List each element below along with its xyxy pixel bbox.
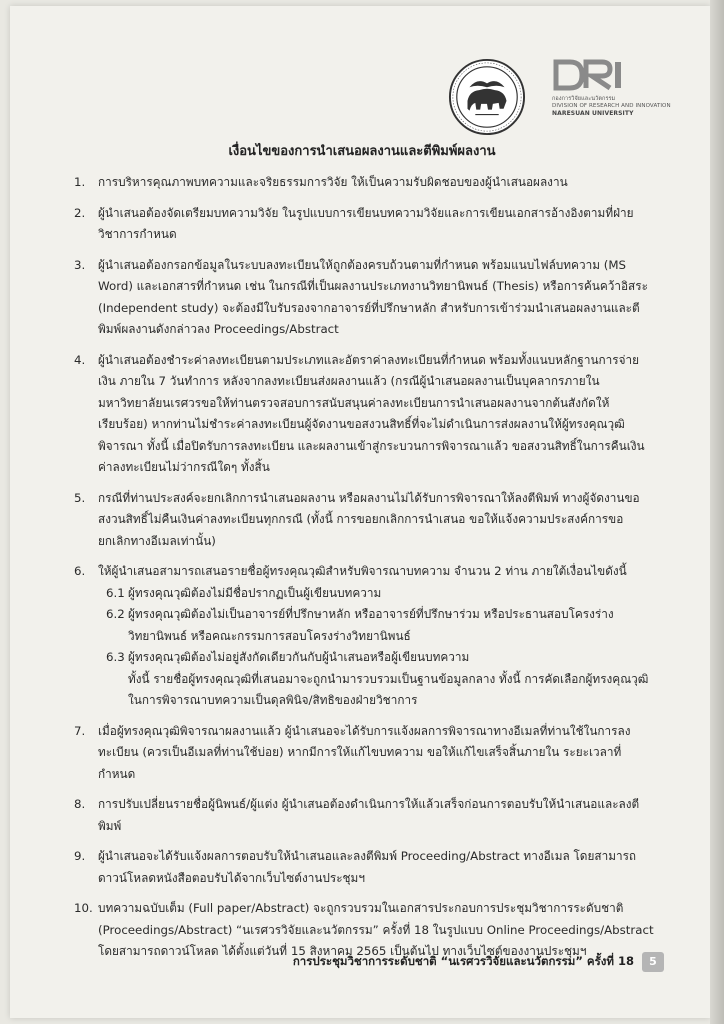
list-item-2 bbox=[74, 203, 654, 246]
item-text: เมื่อผู้ทรงคุณวุฒิพิจารณาผลงานแล้ว ผู้นำเสนอจะได้รับการแจ้งผลการพิจารณาทางอีเมลที่ท่านใช้ในการลงทะเบียน (ควรเป็นอีเมลที่ท่านใช้บ่อย) หากมีการให้แก้ไขบทความ ขอให้แก้ไขเสร็จสิ้นภายใน ระยะเวลาที่กำหนด bbox=[98, 723, 631, 781]
document-title: เงื่อนไขของการนำเสนอผลงานและตีพิมพ์ผลงาน bbox=[228, 144, 496, 159]
item-number: 5. bbox=[74, 490, 86, 505]
naresuan-university-seal-icon bbox=[448, 58, 526, 136]
item-text: ผู้นำเสนอจะได้รับแจ้งผลการตอบรับให้นำเสนอและลงตีพิมพ์ Proceeding/Abstract ทางอีเมล โดยสามารถดาวน์โหลดหนังสือตอบรับได้จากเว็บไซต์งานประชุมฯ bbox=[98, 849, 637, 885]
item-body bbox=[98, 561, 654, 712]
item-number: 7. bbox=[74, 723, 86, 738]
list-item-9 bbox=[74, 846, 654, 889]
item-number: 3. bbox=[74, 257, 86, 272]
page-number: 5 bbox=[642, 952, 664, 972]
item-text: การบริหารคุณภาพบทความและจริยธรรมการวิจัย ให้เป็นความรับผิดชอบของผู้นำเสนอผลงาน bbox=[98, 175, 568, 189]
item-text: ให้ผู้นำเสนอสามารถเสนอรายชื่อผู้ทรงคุณวุฒิสำหรับพิจารณาบทความ จำนวน 2 ท่าน ภายใต้เงื่อนไขดังนี้ bbox=[98, 564, 627, 578]
subitem-6-2 bbox=[106, 604, 654, 647]
item-text: ผู้นำเสนอต้องกรอกข้อมูลในระบบลงทะเบียนให้ถูกต้องครบถ้วนตามที่กำหนด พร้อมแนบไฟล์บทความ (MS Word) และเอกสารที่กำหนด เช่น ในกรณีที่เป็นผลงานประเภทงานวิทยานิพนธ์ (Thesis) หรือการค้นคว้าอิสระ (Independent study) จะต้องมีใบรับรองจากอาจารย์ที่ปรึกษาหลัก สำหรับการเข้าร่วมนำเสนอผลงานและตีพิมพ์ผลงานดังกล่าวลง Proceedings/Abstract bbox=[98, 257, 648, 336]
item-text: ผู้นำเสนอต้องจัดเตรียมบทความวิจัย ในรูปแบบการเขียนบทความวิจัยและการเขียนเอกสารอ้างอิงตามที่ฝ่ายวิชาการกำหนด bbox=[98, 205, 634, 241]
subitem-text: ผู้ทรงคุณวุฒิต้องไม่อยู่สังกัดเดียวกันกับผู้นำเสนอหรือผู้เขียนบทความ bbox=[128, 650, 470, 664]
item-number: 4. bbox=[74, 352, 86, 367]
list-item-8 bbox=[74, 794, 654, 837]
item-number: 2. bbox=[74, 205, 86, 220]
footer-conference-name: การประชุมวิชาการระดับชาติ “นเรศวรวิจัยและนวัตกรรม” ครั้งที่ 18 bbox=[292, 954, 634, 968]
list-item-3 bbox=[74, 255, 654, 341]
item-number: 10. bbox=[74, 901, 93, 915]
item-text: การปรับเปลี่ยนรายชื่อผู้นิพนธ์/ผู้แต่ง ผู้นำเสนอต้องดำเนินการให้แล้วเสร็จก่อนการตอบรับให้นำเสนอและลงตีพิมพ์ bbox=[98, 797, 640, 833]
dri-logo-icon bbox=[552, 58, 626, 92]
list-item-5 bbox=[74, 488, 654, 553]
subitem-number: 6.1 bbox=[106, 585, 125, 600]
page-footer bbox=[293, 952, 664, 972]
subitem-text: ผู้ทรงคุณวุฒิต้องไม่มีชื่อปรากฏเป็นผู้เขียนบทความ bbox=[128, 585, 382, 600]
conditions-list bbox=[74, 172, 654, 972]
list-item-4 bbox=[74, 350, 654, 479]
dri-name-en: DIVISION OF RESEARCH AND INNOVATION bbox=[552, 103, 671, 109]
dri-logo bbox=[552, 58, 672, 117]
item-text: บทความฉบับเต็ม (Full paper/Abstract) จะถูกรวบรวมในเอกสารประกอบการประชุมวิชาการระดับชาติ (Proceedings/Abstract) “นเรศวรวิจัยและนวัตกรรม” ครั้งที่ 18 ในรูปแบบ Online Proceedings/Abstract โดยสามารถดาวน์โหลด ได้ตั้งแต่วันที่ 15 สิงหาคม 2565 เป็นต้นไป ทางเว็บไซต์ของงานประชุมฯ bbox=[98, 901, 654, 958]
subitem-6-1 bbox=[106, 583, 654, 605]
subitem-6-3 bbox=[106, 647, 654, 669]
item-text: กรณีที่ท่านประสงค์จะยกเลิกการนำเสนอผลงาน หรือผลงานไม่ได้รับการพิจารณาให้ลงตีพิมพ์ ทางผู้จัดงานขอสงวนสิทธิ์ไม่คืนเงินค่าลงทะเบียนทุกกรณี (ทั้งนี้ การขอยกเลิกการนำเสนอ ขอให้แจ้งความประสงค์การขอยกเลิกทางอีเมลเท่านั้น) bbox=[98, 490, 640, 548]
item-number: 9. bbox=[74, 849, 86, 863]
subitem-number: 6.2 bbox=[106, 607, 125, 621]
university-name: NARESUAN UNIVERSITY bbox=[552, 110, 634, 117]
item-text: ผู้นำเสนอต้องชำระค่าลงทะเบียนตามประเภทและอัตราค่าลงทะเบียนที่กำหนด พร้อมทั้งแนบหลักฐานการจ่ายเงิน ภายใน 7 วันทำการ หลังจากลงทะเบียนส่งผลงานแล้ว (กรณีผู้นำเสนอผลงานเป็นบุคลากรภายในมหาวิทยาลัยนเรศวรขอให้ท่านตรวจสอบการสนับสนุนค่าลงทะเบียนการนำเสนอผลงานจากต้นสังกัดให้เรียบร้อย) หากท่านไม่ชำระค่าลงทะเบียนผู้จัดงานขอสงวนสิทธิ์ที่จะไม่ดำเนินการส่งผลงานให้ผู้ทรงคุณวุฒิพิจารณา ทั้งนี้ เมื่อปิดรับการลงทะเบียน และผลงานเข้าสู่กระบวนการพิจารณาแล้ว ขอสงวนสิทธิ์ในการคืนเงินค่าลงทะเบียนไม่ว่ากรณีใดๆ ทั้งสิ้น bbox=[98, 352, 645, 474]
item-number: 6. bbox=[74, 564, 86, 578]
item-number: 8. bbox=[74, 797, 86, 811]
list-item-7 bbox=[74, 721, 654, 786]
subitem-text: ผู้ทรงคุณวุฒิต้องไม่เป็นอาจารย์ที่ปรึกษาหลัก หรืออาจารย์ที่ปรึกษาร่วม หรือประธานสอบโครงร่างวิทยานิพนธ์ หรือคณะกรรมการสอบโครงร่างวิทยานิพนธ์ bbox=[128, 607, 614, 643]
dri-name-th: กองการวิจัยและนวัตกรรม bbox=[552, 96, 616, 102]
reviewer-note: ทั้งนี้ รายชื่อผู้ทรงคุณวุฒิที่เสนอมาจะถูกนำมารวบรวมเป็นฐานข้อมูลกลาง ทั้งนี้ การคัดเลือกผู้ทรงคุณวุฒิในการพิจารณาบทความเป็นดุลพินิจ/สิทธิของฝ่ายวิชาการ bbox=[128, 671, 649, 707]
subitem-number: 6.3 bbox=[106, 650, 125, 664]
item-number: 1. bbox=[74, 175, 86, 189]
list-item-6 bbox=[74, 561, 654, 712]
list-item-1 bbox=[74, 172, 654, 194]
